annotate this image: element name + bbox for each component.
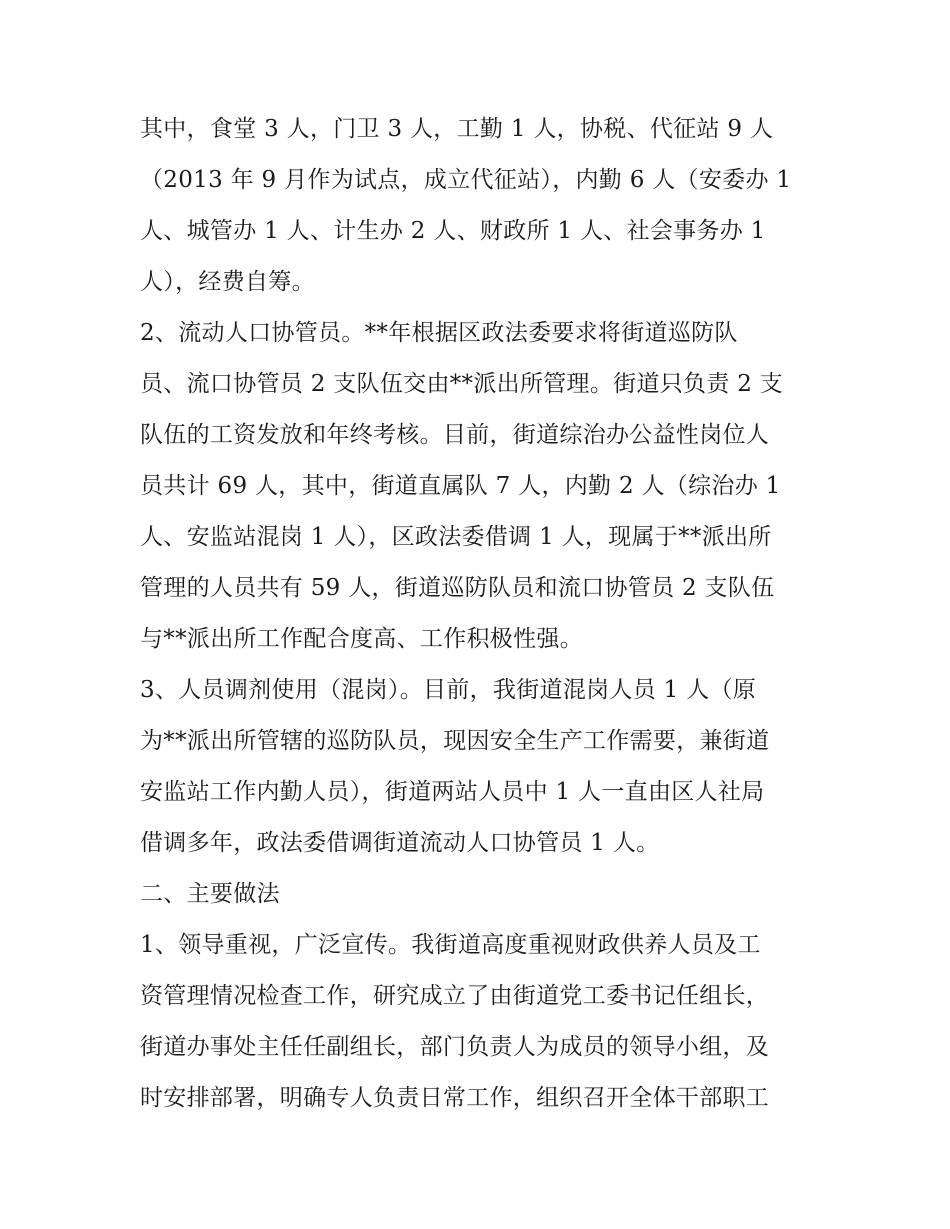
text-line-1: 其中，食堂 3 人，门卫 3 人，工勤 1 人，协税、代征站 9 人 <box>140 116 774 142</box>
text-line-20: 时安排部署，明确专人负责日常工作，组织召开全体干部职工 <box>140 1085 770 1111</box>
text-line-19: 街道办事处主任任副组长，部门负责人为成员的领导小组，及 <box>140 1034 770 1060</box>
text-line-7: 队伍的工资发放和年终考核。目前，街道综治办公益性岗位人 <box>140 422 770 448</box>
text-line-8: 员共计 69 人，其中，街道直属队 7 人，内勤 2 人（综治办 1 <box>140 473 781 499</box>
text-line-5: 2、流动人口协管员。**年根据区政法委要求将街道巡防队 <box>140 320 738 346</box>
section-heading: 二、主要做法 <box>140 881 280 907</box>
text-line-10: 管理的人员共有 59 人，街道巡防队员和流口协管员 2 支队伍 <box>140 575 775 601</box>
text-line-14: 安监站工作内勤人员），街道两站人员中 1 人一直由区人社局 <box>140 779 765 805</box>
text-line-15: 借调多年，政法委借调街道流动人口协管员 1 人。 <box>140 830 660 856</box>
text-line-11: 与**派出所工作配合度高、工作积极性强。 <box>140 626 583 652</box>
text-line-13: 为**派出所管辖的巡防队员，现因安全生产工作需要，兼街道 <box>140 728 770 754</box>
text-line-6: 员、流口协管员 2 支队伍交由**派出所管理。街道只负责 2 支 <box>140 371 784 397</box>
text-line-4: 人），经费自筹。 <box>140 269 315 295</box>
text-line-12: 3、人员调剂使用（混岗）。目前，我街道混岗人员 1 人（原 <box>140 677 757 703</box>
text-line-2: （2013 年 9 月作为试点，成立代征站），内勤 6 人（安委办 1 <box>140 167 792 193</box>
text-line-18: 资管理情况检查工作，研究成立了由街道党工委书记任组长， <box>140 983 770 1009</box>
text-line-17: 1、领导重视，广泛宣传。我街道高度重视财政供养人员及工 <box>140 932 761 958</box>
text-line-3: 人、城管办 1 人、计生办 2 人、财政所 1 人、社会事务办 1 <box>140 218 766 244</box>
document-body <box>140 104 820 1124</box>
text-line-9: 人、安监站混岗 1 人），区政法委借调 1 人，现属于**派出所 <box>140 524 772 550</box>
